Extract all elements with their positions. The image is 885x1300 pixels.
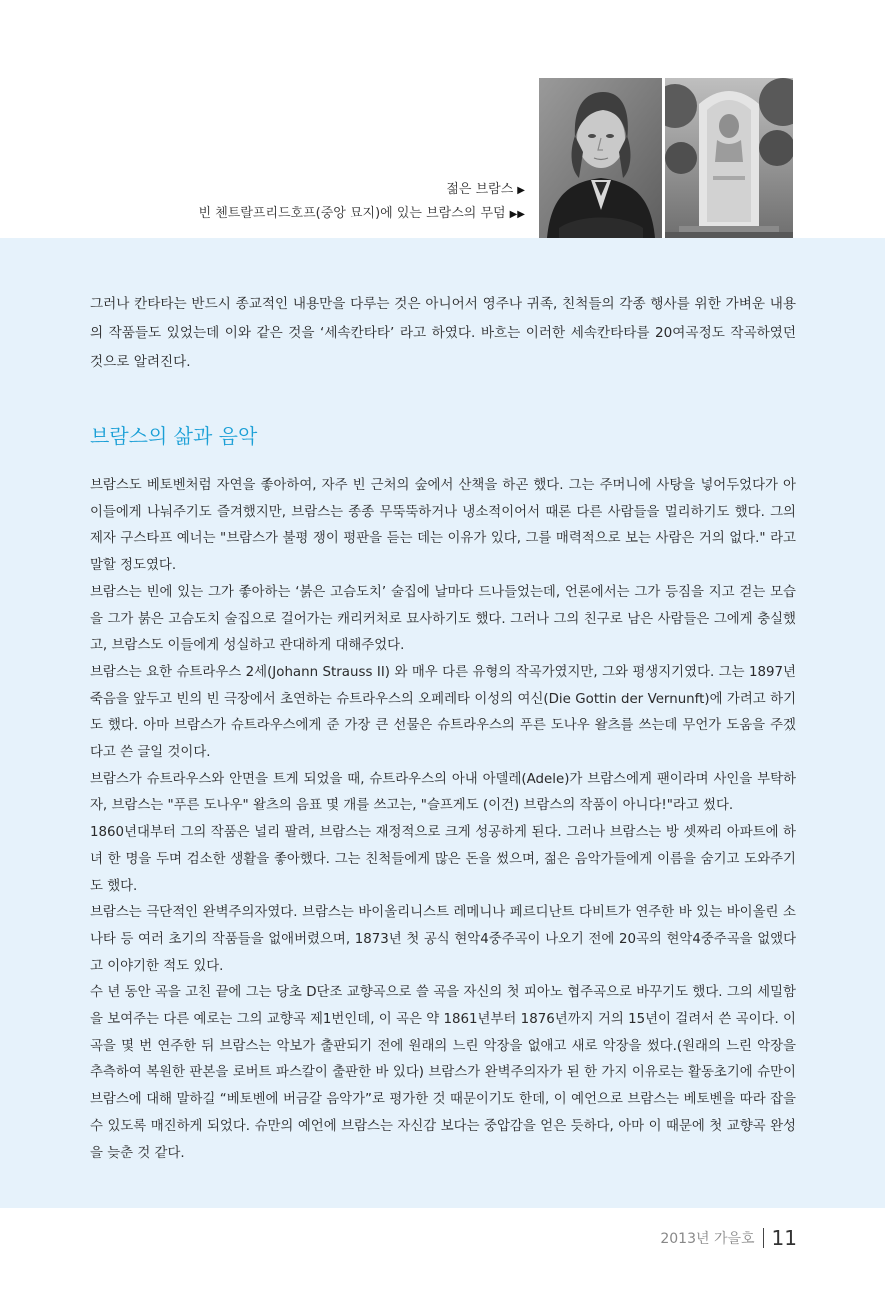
- paragraph-nature: 브람스도 베토벤처럼 자연을 좋아하여, 자주 빈 근처의 숲에서 산책을 하곤 했다. 그는 주머니에 사탕을 넣어두었다가 아이들에게 나눠주기도 즐겨했지만, 브람스는 종종 무뚝뚝하거나 냉소적이어서 때론 다른 사람들을 멀리하기도 했다. 그의 제자 구스타프 예너는 "브람스가 불평 쟁이 평판을 듣는 데는 이유가 있다, 그를 매력적으로 보는 사람은 거의 없다." 라고 말할 정도였다.: [90, 478, 796, 574]
- double-triangle-right-icon: ▶▶: [509, 209, 525, 220]
- page-number: 11: [771, 1226, 797, 1250]
- brahms-portrait-photo: [539, 78, 662, 238]
- paragraph-strauss: 브람스는 요한 슈트라우스 2세(Johann Strauss II) 와 매우 다른 유형의 작곡가였지만, 그와 평생지기였다. 그는 1897년 죽음을 앞두고 빈의 빈 극장에서 초연하는 슈트라우스의 오페레타 이성의 여신(Die Gottin der Vernunft)에 가려고 하기도 했다. 아마 브람스가 슈트라우스에게 준 가장 큰 선물은 슈트라우스의 푸른 도나우 왈츠를 쓰는데 무언가 도움을 주겠다고 쓴 글일 것이다.: [90, 664, 796, 761]
- caption-grave: 빈 첸트랄프리드호프(중앙 묘지)에 있는 브람스의 무덤 ▶▶: [198, 206, 525, 221]
- footer-divider: [763, 1228, 764, 1248]
- caption-young-brahms: 젊은 브람스 ▶: [446, 182, 525, 197]
- intro-paragraph: 그러나 칸타타는 반드시 종교적인 내용만을 다루는 것은 아니어서 영주나 귀족, 친척들의 각종 행사를 위한 가벼운 내용의 작품들도 있었는데 이와 같은 것을 ‘세속칸타타’ 라고 하였다. 바흐는 이러한 세속칸타타를 20여곡정도 작곡하였던 것으로 알려진다.: [90, 296, 796, 370]
- article-body: [90, 473, 796, 1167]
- paragraph-adele: 브람스가 슈트라우스와 안면을 트게 되었을 때, 슈트라우스의 아내 아델레(Adele)가 브람스에게 팬이라며 사인을 부탁하자, 브람스는 "푸른 도나우" 왈츠의 음표 몇 개를 쓰고는, "슬프게도 (이건) 브람스의 작품이 아니다!"라고 썼다.: [90, 771, 796, 814]
- paragraph-perfectionist: 브람스는 극단적인 완벽주의자였다. 브람스는 바이올리니스트 레메니나 페르디난트 다비트가 연주한 바 있는 바이올린 소나타 등 여러 초기의 작품들을 없애버렸으며, 1873년 첫 공식 현악4중주곡이 나오기 전에 20곡의 현악4중주곡을 없앴다고 이야기한 적도 있다.: [90, 905, 796, 974]
- issue-label: 2013년 가을호: [660, 1231, 755, 1247]
- paragraph-tavern: 브람스는 빈에 있는 그가 좋아하는 ‘붉은 고슴도치’ 술집에 날마다 드나들었는데, 언론에서는 그가 등짐을 지고 걷는 모습을 그가 붉은 고슴도치 술집으로 걸어가는 캐리커처로 묘사하기도 했다. 그러나 그의 친구로 남은 사람들은 그에게 충실했고, 브람스도 이들에게 성실하고 관대하게 대해주었다.: [90, 584, 796, 654]
- page-footer: [660, 1226, 797, 1250]
- brahms-grave-photo: [665, 78, 793, 238]
- paragraph-symphony: 수 년 동안 곡을 고친 끝에 그는 당초 D단조 교향곡으로 쓸 곡을 자신의 첫 피아노 협주곡으로 바꾸기도 했다. 그의 세밀함을 보여주는 다른 예로는 그의 교향곡 제1번인데, 이 곡은 약 1861년부터 1876년까지 거의 15년이 걸려서 쓴 곡이다. 이 곡을 몇 번 연주한 뒤 브람스는 악보가 출판되기 전에 원래의 느린 악장을 없애고 새로 악장을 썼다.(원래의 느린 악장을 추측하여 복원한 판본을 로버트 파스칼이 출판한 바 있다) 브람스가 완벽주의자가 된 한 가지 이유로는 활동초기에 슈만이 브람스에 대해 말하길 “베토벤에 버금갈 음악가”로 평가한 것 때문이기도 한데, 이 예언으로 브람스는 베토벤을 따라 잡을 수 있도록 매진하게 되었다. 슈만의 예언에 브람스는 자신감 보다는 중압감을 얻은 듯하다, 아마 이 때문에 첫 교향곡 완성을 늦춘 것 같다.: [90, 985, 796, 1161]
- photo-captions: [199, 178, 525, 226]
- triangle-right-icon: ▶: [517, 185, 525, 196]
- paragraph-finance: 1860년대부터 그의 작품은 널리 팔려, 브람스는 재정적으로 크게 성공하게 된다. 그러나 브람스는 방 셋짜리 아파트에 하녀 한 명을 두며 검소한 생활을 좋아했다. 그는 친척들에게 많은 돈을 썼으며, 젊은 음악가들에게 이름을 숨기고 도와주기도 했다.: [90, 825, 796, 894]
- section-title: 브람스의 삶과 음악: [90, 424, 258, 448]
